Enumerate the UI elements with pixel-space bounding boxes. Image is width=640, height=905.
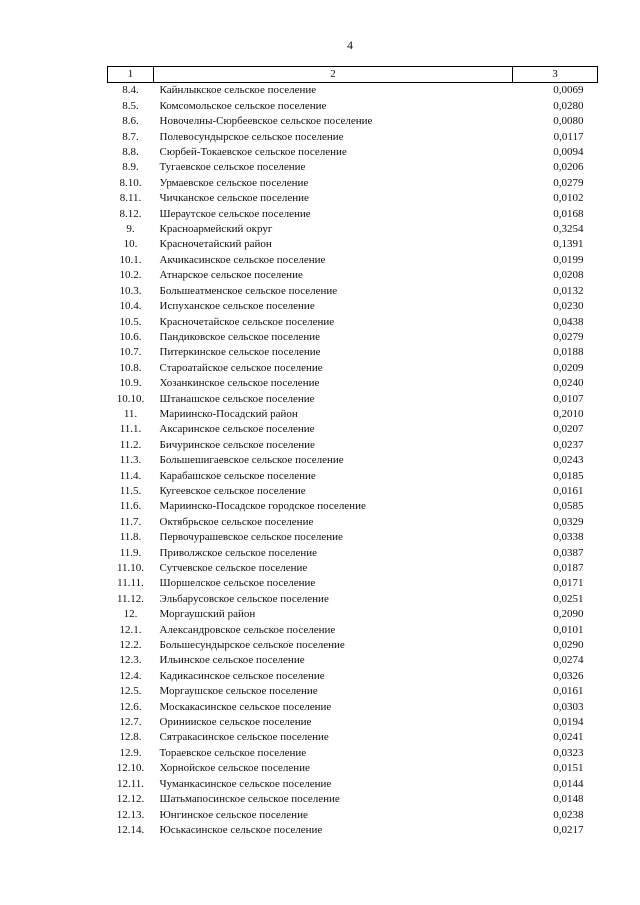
table-row [108, 469, 598, 484]
table-row [108, 207, 598, 222]
row-number: 11.3. [119, 454, 142, 467]
settlement-name: Акчикасинское сельское поселение [159, 253, 326, 266]
table-row [108, 376, 598, 391]
coefficient-value: 0,0274 [553, 654, 584, 667]
row-number: 8.12. [119, 207, 142, 220]
row-number: 11.10. [116, 562, 145, 574]
settlement-name: Юнгинское сельское поселение [159, 808, 308, 821]
table-row [108, 515, 598, 530]
table-row [108, 669, 598, 684]
coefficient-value: 0,0080 [553, 115, 584, 128]
settlement-name: Александровское сельское поселение [159, 623, 336, 636]
settlement-name: Штанашское сельское поселение [159, 392, 315, 405]
settlement-name: Новочелны-Сюрбеевское сельское поселение [159, 115, 373, 128]
row-number: 10.4. [119, 300, 142, 313]
coefficient-value: 0,0438 [553, 315, 584, 328]
coefficient-value: 0,0208 [553, 269, 584, 282]
table-row [108, 623, 598, 638]
settlement-name: Бичуринское сельское поселение [159, 438, 315, 451]
table-row [108, 761, 598, 776]
settlement-name: Пандиковское сельское поселение [159, 330, 320, 343]
coefficient-value: 0,0238 [553, 808, 584, 821]
row-number: 12.12. [116, 793, 145, 806]
settlement-name: Сятракасинское сельское поселение [159, 731, 329, 744]
table-row [108, 392, 598, 407]
settlement-name: Оринииское сельское поселение [159, 716, 312, 729]
table-row [108, 715, 598, 730]
table-row [108, 561, 598, 576]
table-row [108, 730, 598, 745]
table-row [108, 576, 598, 591]
settlement-name: Большеатменское сельское поселение [159, 284, 338, 297]
settlement-name: Октябрьское сельское поселение [159, 515, 314, 528]
coefficient-value: 0,0094 [553, 146, 584, 159]
table-row [108, 315, 598, 330]
coefficient-value: 0,0199 [553, 253, 584, 266]
table-row [108, 638, 598, 653]
row-number: 11. [123, 407, 138, 420]
settlement-name: Первочурашевское сельское поселение [159, 531, 343, 544]
settlement-name: Шатьмапосинское сельское поселение [159, 793, 340, 806]
settlement-name: Аксаринское сельское поселение [159, 423, 315, 436]
settlement-name: Испуханское сельское поселение [159, 300, 315, 313]
settlement-name: Чичканское сельское поселение [159, 192, 309, 205]
coefficient-value: 0,0240 [553, 377, 584, 390]
table-row [108, 746, 598, 761]
coefficient-value: 0,0338 [553, 531, 584, 544]
coefficient-value: 0,0185 [553, 469, 584, 482]
settlement-name: Полевосундырское сельское поселение [159, 130, 344, 143]
coefficient-value: 0,0230 [553, 300, 584, 313]
header-col-2: 2 [154, 67, 513, 83]
coefficient-value: 0,0101 [553, 623, 584, 636]
coefficient-value: 0,0161 [553, 484, 584, 497]
coefficient-value: 0,0107 [553, 392, 584, 405]
settlement-name: Моргаушский район [159, 608, 256, 621]
row-number: 12.6. [119, 700, 142, 713]
table-row [108, 99, 598, 114]
table-row [108, 83, 598, 99]
row-number: 12.5. [119, 685, 142, 698]
settlement-name: Красночетайское сельское поселение [159, 315, 335, 328]
coefficient-value: 0,0194 [553, 716, 584, 729]
settlement-name: Хорнойское сельское поселение [159, 762, 310, 775]
row-number: 8.7. [122, 130, 139, 143]
row-number: 10.3. [119, 284, 142, 297]
coefficient-value: 0,0209 [553, 361, 584, 374]
settlement-name: Староатайское сельское поселение [159, 361, 323, 374]
row-number: 10.2. [119, 269, 142, 282]
coefficient-value: 0,0168 [553, 207, 584, 220]
table-row [108, 823, 598, 838]
settlement-name: Эльбарусовское сельское поселение [159, 592, 329, 605]
table-row [108, 330, 598, 345]
coefficient-value: 0,1391 [553, 238, 584, 251]
row-number: 12.7. [119, 716, 142, 729]
table-row [108, 284, 598, 299]
table-row [108, 253, 598, 268]
settlement-name: Большесундырское сельское поселение [159, 639, 345, 652]
row-number: 12.11. [116, 777, 145, 790]
row-number: 11.9. [119, 546, 142, 559]
coefficient-value: 0,0207 [553, 423, 584, 436]
coefficient-value: 0,0171 [553, 577, 584, 590]
row-number: 11.4. [119, 469, 142, 482]
coefficient-value: 0,0387 [553, 546, 584, 559]
row-number: 10.6. [119, 330, 142, 343]
coefficient-value: 0,0151 [553, 762, 584, 775]
settlement-name: Ильинское сельское поселение [159, 654, 305, 667]
row-number: 8.10. [119, 176, 142, 189]
row-number: 12.1. [119, 623, 142, 636]
row-number: 12.13. [116, 808, 145, 821]
row-number: 12.10. [116, 762, 145, 775]
settlement-name: Сутчевское сельское поселение [159, 562, 308, 574]
table-header [108, 67, 598, 83]
table-row [108, 484, 598, 499]
table-row [108, 422, 598, 437]
table-row [108, 191, 598, 206]
row-number: 10.9. [119, 377, 142, 390]
table-row [108, 653, 598, 668]
row-number: 11.7. [119, 515, 142, 528]
settlement-name: Мариинско-Посадское городское поселение [159, 500, 366, 513]
coefficient-value: 0,0117 [553, 130, 584, 143]
coefficient-value: 0,0326 [553, 669, 584, 682]
row-number: 11.2. [119, 438, 142, 451]
settlement-name: Большешигаевское сельское поселение [159, 454, 344, 467]
row-number: 10.7. [119, 346, 142, 359]
coefficient-value: 0,0069 [553, 84, 584, 97]
row-number: 10.5. [119, 315, 142, 328]
table-row [108, 546, 598, 561]
settlement-name: Мариинско-Посадский район [159, 407, 298, 420]
coefficient-value: 0,0237 [553, 438, 584, 451]
coefficient-value: 0,0102 [553, 192, 584, 205]
row-number: 12.14. [116, 823, 145, 836]
row-number: 9. [126, 223, 135, 236]
coefficient-value: 0,0144 [553, 777, 584, 790]
row-number: 8.5. [122, 99, 139, 112]
coefficient-value: 0,0251 [553, 592, 584, 605]
header-col-3: 3 [513, 67, 598, 83]
coefficient-value: 0,0279 [553, 176, 584, 189]
coefficient-value: 0,0323 [553, 746, 584, 759]
coefficient-value: 0,0217 [553, 823, 584, 836]
table-row [108, 160, 598, 175]
settlement-name: Шоршелское сельское поселение [159, 577, 316, 590]
row-number: 8.6. [122, 115, 139, 128]
coefficient-value: 0,0279 [553, 330, 584, 343]
table-row [108, 808, 598, 823]
table-row [108, 453, 598, 468]
row-number: 12. [123, 608, 138, 621]
table-row [108, 114, 598, 129]
row-number: 10.1. [119, 253, 142, 266]
table-row [108, 407, 598, 422]
row-number: 12.2. [119, 639, 142, 652]
table-row [108, 607, 598, 622]
row-number: 11.6. [119, 500, 142, 513]
table-row [108, 299, 598, 314]
table-row [108, 130, 598, 145]
settlement-name: Шераутское сельское поселение [159, 207, 311, 220]
coefficient-value: 0,3254 [553, 223, 584, 236]
settlement-name: Тугаевское сельское поселение [159, 161, 306, 174]
header-row [108, 67, 598, 83]
coefficient-value: 0,0290 [553, 639, 584, 652]
page-number: 4 [347, 38, 353, 52]
table-body [108, 83, 598, 838]
allocation-table [107, 66, 598, 838]
settlement-name: Хозанкинское сельское поселение [159, 377, 320, 390]
settlement-name: Тораевское сельское поселение [159, 746, 307, 759]
row-number: 11.8. [119, 531, 142, 544]
table-row [108, 237, 598, 252]
row-number: 8.9. [122, 161, 139, 174]
coefficient-value: 0,0585 [553, 500, 584, 513]
coefficient-value: 0,0280 [553, 99, 584, 112]
coefficient-value: 0,0188 [553, 346, 584, 359]
row-number: 10. [123, 238, 138, 251]
row-number: 12.8. [119, 731, 142, 744]
settlement-name: Красноармейский округ [159, 223, 273, 236]
table-row [108, 345, 598, 360]
table-row [108, 792, 598, 807]
table-row [108, 777, 598, 792]
table-row [108, 684, 598, 699]
row-number: 12.4. [119, 669, 142, 682]
coefficient-value: 0,0161 [553, 685, 584, 698]
settlement-name: Приволжское сельское поселение [159, 546, 318, 559]
settlement-name: Чуманкасинское сельское поселение [159, 777, 332, 790]
coefficient-value: 0,0187 [553, 562, 584, 574]
settlement-name: Сюрбей-Токаевское сельское поселение [159, 146, 347, 159]
table-row [108, 176, 598, 191]
settlement-name: Кайнлыкское сельское поселение [159, 84, 317, 97]
table-row [108, 361, 598, 376]
settlement-name: Моргаушское сельское поселение [159, 685, 318, 698]
settlement-name: Урмаевское сельское поселение [159, 176, 309, 189]
row-number: 11.5. [119, 484, 142, 497]
settlement-name: Юськасинское сельское поселение [159, 823, 323, 836]
settlement-name: Москакасинское сельское поселение [159, 700, 332, 713]
table-row [108, 438, 598, 453]
row-number: 8.4. [122, 84, 139, 97]
coefficient-value: 0,0132 [553, 284, 584, 297]
table-row [108, 700, 598, 715]
settlement-name: Кадикасинское сельское поселение [159, 669, 325, 682]
header-col-1: 1 [108, 67, 154, 83]
settlement-name: Атнарское сельское поселение [159, 269, 303, 282]
coefficient-value: 0,2010 [553, 407, 584, 420]
table-row [108, 222, 598, 237]
settlement-name: Красночетайский район [159, 238, 272, 251]
row-number: 12.3. [119, 654, 142, 667]
coefficient-value: 0,0206 [553, 161, 584, 174]
settlement-name: Карабашское сельское поселение [159, 469, 316, 482]
row-number: 8.8. [122, 146, 139, 159]
table-row [108, 592, 598, 607]
settlement-name: Комсомольское сельское поселение [159, 99, 327, 112]
settlement-name: Питеркинское сельское поселение [159, 346, 321, 359]
coefficient-value: 0,0241 [553, 731, 584, 744]
row-number: 11.12. [116, 592, 145, 605]
table-row [108, 268, 598, 283]
row-number: 8.11. [119, 192, 142, 205]
row-number: 10.8. [119, 361, 142, 374]
row-number: 11.11. [117, 577, 144, 590]
table-row [108, 530, 598, 545]
coefficient-value: 0,0303 [553, 700, 584, 713]
row-number: 10.10. [116, 392, 145, 405]
coefficient-value: 0,0243 [553, 454, 584, 467]
coefficient-value: 0,0148 [553, 793, 584, 806]
coefficient-value: 0,2090 [553, 608, 584, 621]
row-number: 12.9. [119, 746, 142, 759]
row-number: 11.1. [119, 423, 142, 436]
table-row [108, 499, 598, 514]
settlement-name: Кугеевское сельское поселение [159, 484, 306, 497]
coefficient-value: 0,0329 [553, 515, 584, 528]
table-row [108, 145, 598, 160]
